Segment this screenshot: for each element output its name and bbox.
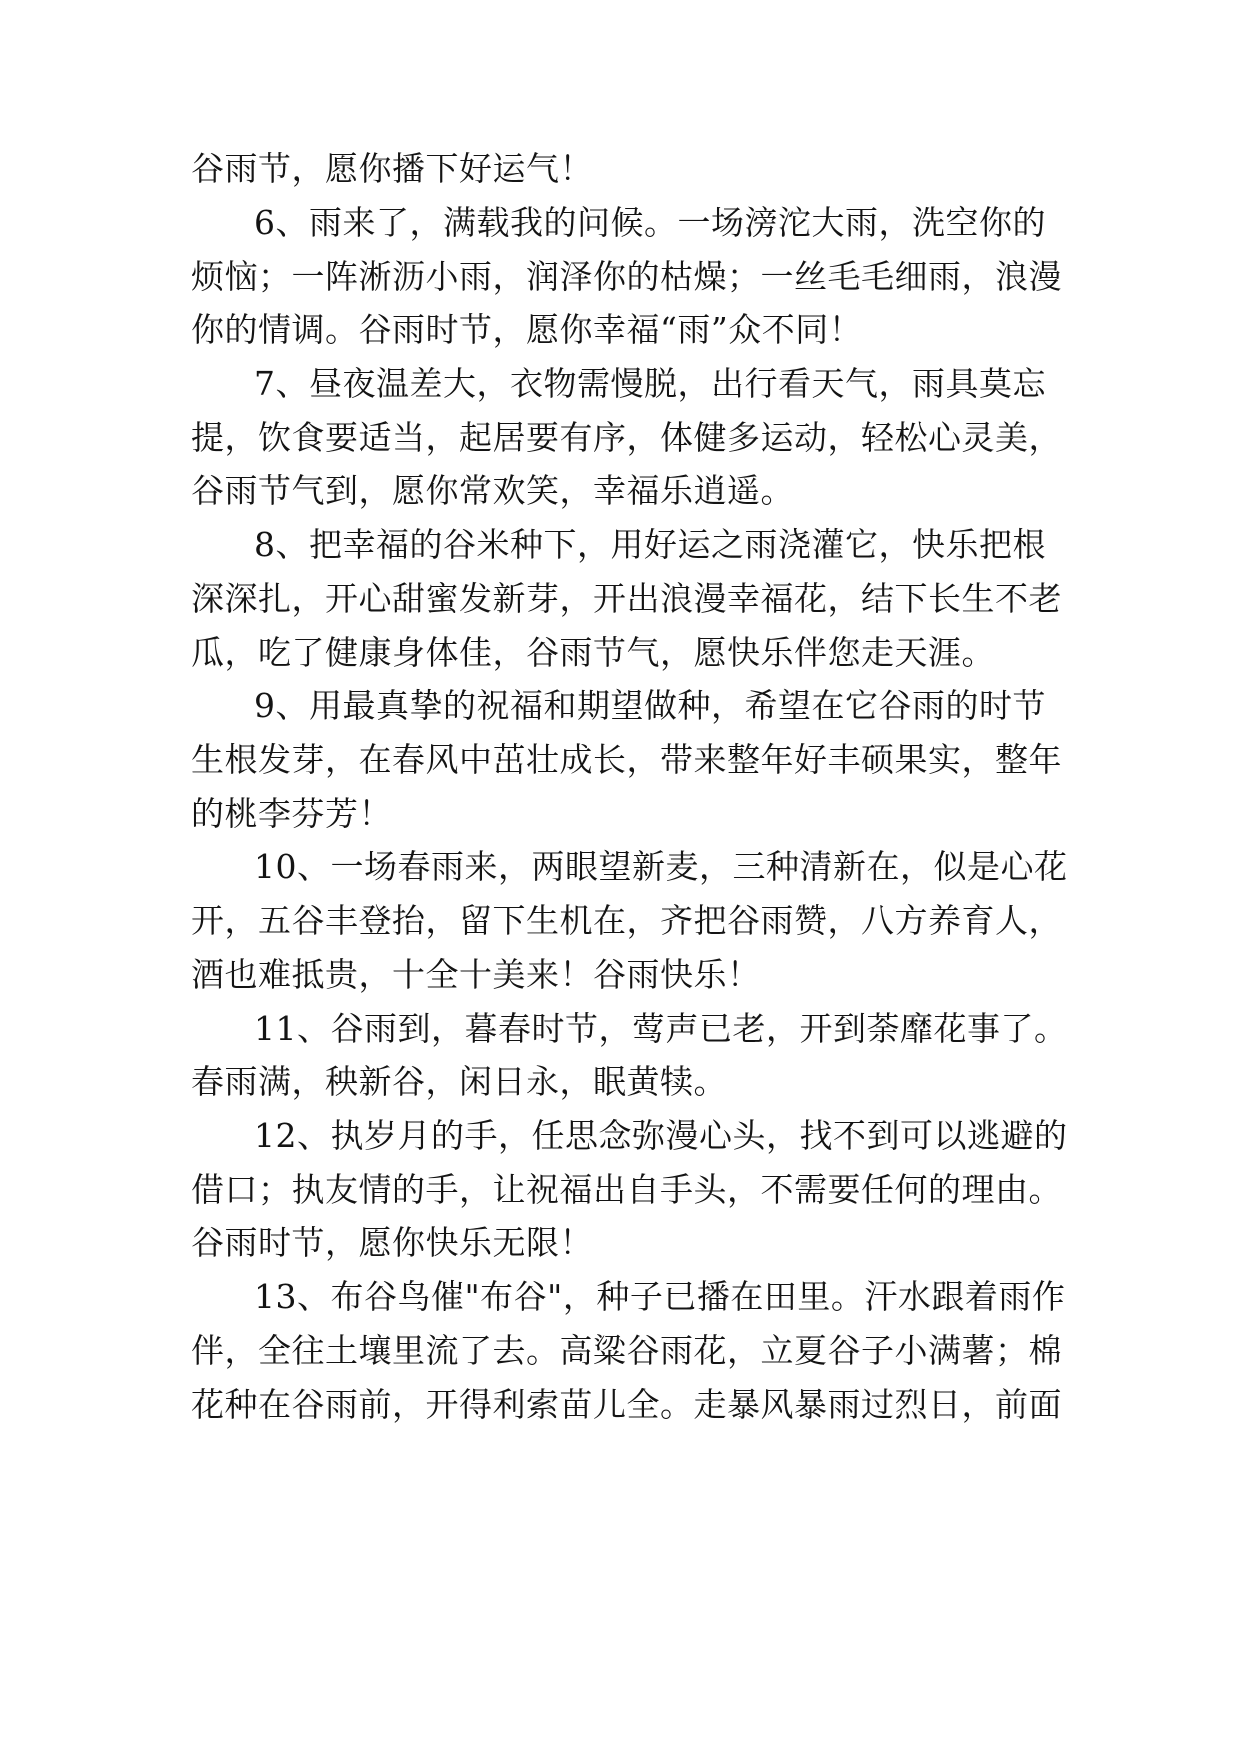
text-line: 瓜，吃了健康身体佳，谷雨节气，愿快乐伴您走天涯。 xyxy=(191,633,995,672)
text-line: 伴，全往土壤里流了去。高粱谷雨花，立夏谷子小满薯；棉 xyxy=(191,1331,1062,1370)
text-line: 花种在谷雨前，开得利索苗儿全。走暴风暴雨过烈日，前面 xyxy=(191,1385,1062,1424)
text-line: 谷雨节，愿你播下好运气！ xyxy=(191,149,593,188)
paragraph-11-line-1: 11、谷雨到，暮春时节，莺声已老，开到荼靡花事了。 xyxy=(254,1009,1068,1048)
text-line: 深深扎，开心甜蜜发新芽，开出浪漫幸福花，结下长生不老 xyxy=(191,579,1062,618)
paragraph-9-line-1: 9、用最真挚的祝福和期望做种，希望在它谷雨的时节 xyxy=(254,686,1046,725)
text-line: 谷雨时节，愿你快乐无限！ xyxy=(191,1223,593,1262)
text-line: 提，饮食要适当，起居要有序，体健多运动，轻松心灵美， xyxy=(191,418,1062,457)
text-line: 春雨满，秧新谷，闲日永，眠黄犊。 xyxy=(191,1062,727,1101)
text-line: 谷雨节气到，愿你常欢笑，幸福乐逍遥。 xyxy=(191,471,794,510)
text-line: 生根发芽，在春风中茁壮成长，带来整年好丰硕果实，整年 xyxy=(191,740,1062,779)
paragraph-8-line-1: 8、把幸福的谷米种下，用好运之雨浇灌它，快乐把根 xyxy=(254,525,1046,564)
text-line: 开，五谷丰登抬，留下生机在，齐把谷雨赞，八方养育人， xyxy=(191,901,1062,940)
paragraph-12-line-1: 12、执岁月的手，任思念弥漫心头，找不到可以逃避的 xyxy=(254,1116,1068,1155)
text-line: 的桃李芬芳！ xyxy=(191,794,392,833)
text-line: 烦恼；一阵淅沥小雨，润泽你的枯燥；一丝毛毛细雨，浪漫 xyxy=(191,257,1062,296)
text-line: 借口；执友情的手，让祝福出自手头，不需要任何的理由。 xyxy=(191,1170,1062,1209)
paragraph-7-line-1: 7、昼夜温差大，衣物需慢脱，出行看天气，雨具莫忘 xyxy=(254,364,1046,403)
text-line: 酒也难抵贵，十全十美来！谷雨快乐！ xyxy=(191,955,761,994)
text-line: 你的情调。谷雨时节，愿你幸福“雨”众不同！ xyxy=(191,310,863,349)
paragraph-10-line-1: 10、一场春雨来，两眼望新麦，三种清新在，似是心花 xyxy=(254,847,1068,886)
paragraph-6-line-1: 6、雨来了，满载我的问候。一场滂沱大雨，洗空你的 xyxy=(254,203,1046,242)
paragraph-13-line-1: 13、布谷鸟催"布谷"，种子已播在田里。汗水跟着雨作 xyxy=(254,1277,1066,1316)
